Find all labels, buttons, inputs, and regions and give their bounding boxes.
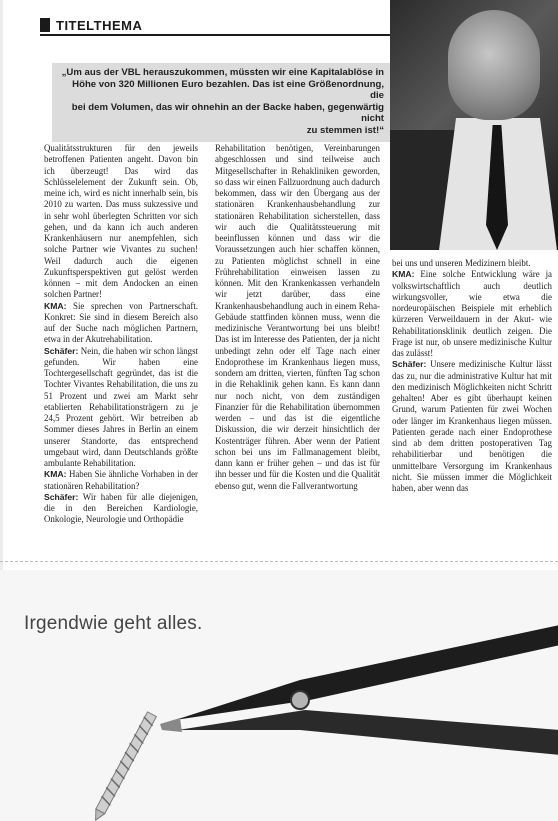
paragraph-text: Eine solche Entwicklung wäre ja volkswirtschaftlich auch deutlich wirkungsvoller, wie etwa die nordeuropäischen Beispiele mit erheblich kürzeren Verweildauern in der Akut- wie Rehabilitationsklinik deutlich zeigen. Die Frage ist nur, ob unsere medizinische Kultur das zulässt! xyxy=(392,269,552,358)
pull-quote-line: zu stemmen ist!“ xyxy=(306,124,384,136)
paragraph xyxy=(44,346,198,470)
pull-quote-line: „Um aus der VBL herauszukommen, müssten wir eine Kapitalablöse in xyxy=(61,67,384,78)
speaker: KMA: xyxy=(44,469,67,480)
pull-quote-line: Höhe von 320 Millionen Euro bezahlen. Das ist eine Größenordnung, die xyxy=(72,78,384,101)
speaker: Schäfer: xyxy=(44,345,79,356)
pull-quote xyxy=(52,63,390,142)
scissors-screw-illustration xyxy=(0,570,558,821)
paragraph xyxy=(215,143,380,492)
paragraph-text: Nein, die haben wir schon längst gefunden. Wir haben eine Tochtergesellschaft gegründet, das ist die Tochter Vivantes Rehabilitation, die uns zu 51 Prozent und zwei am Markt sehr etablierten Rehabilitationsträgern zu je 24,5 Prozent gehört. Wir betreiben ab Sommer dieses Jahres in Berlin an einem unserer Standorte, das entsprechend umgebaut wird, dann Deutschlands größte ambulante Rehabilitation. xyxy=(44,345,199,468)
speaker: Schäfer: xyxy=(392,359,427,370)
article-column-2 xyxy=(215,143,380,492)
ad-slogan: Irgendwie geht alles. xyxy=(24,613,203,634)
article-column-3 xyxy=(392,258,552,494)
paragraph-text: Qualitätsstrukturen für den jeweils betroffenen Patienten angeht. Davon bin ich überzeugt! Das wird das Schlüsselelement der Zukunft sein. Ob, meine ich, wird es nicht innerhalb sein, bis 2010 zu warten. Das muss sukzessive und in sehr wohl überlegten Schritten vor sich gehen, und da kann ich auch anderen Krankenhäusern nur anempfehlen, sich solche Partner wie Vivantes zu suchen! Weil dadurch auch die eigenen Zukunftsperspektiven gut gelöst werden können – mit dem Andocken an einen solchen Partner! xyxy=(44,143,198,300)
paragraph-text: Unsere medizinische Kultur lässt das zu, nur die administrative Kultur hat mit den medizinisch Möglichkeiten nicht Schritt gehalten! Aber es gibt überhaupt keinen Grund, warum Patienten für zwei Wochen oder länger im Krankenhaus liegen müssen. Patienten gerade nach einer Endoprothese sind ab dem dritten postoperativen Tag rehabilitierbar und benötigen die unmittelbare Versorgung im Krankenhaus nicht. Sie müssen immer die Möglichkeit haben, aber wenn das xyxy=(392,359,552,493)
portrait-photo xyxy=(390,0,558,250)
paragraph xyxy=(392,258,552,269)
article-column-1 xyxy=(44,143,198,526)
scissors-blade-upper xyxy=(175,625,558,720)
paragraph xyxy=(392,359,552,494)
page-divider xyxy=(0,561,558,562)
screw-icon xyxy=(90,711,157,821)
pull-quote-line: bei dem Volumen, das wir ohnehin an der Backe haben, gegenwärtig nicht xyxy=(71,101,384,124)
scissors-blade-lower xyxy=(178,710,558,755)
paragraph-text: bei uns und unseren Medizinern bleibt. xyxy=(392,258,531,268)
speaker: KMA: xyxy=(44,300,67,311)
head xyxy=(448,10,540,120)
paragraph xyxy=(44,143,198,301)
advertisement xyxy=(0,570,558,821)
section-label: TITELTHEMA xyxy=(56,18,143,33)
speaker: Schäfer: xyxy=(44,491,79,502)
scissors-pivot xyxy=(291,691,309,709)
paragraph-text: Rehabilitation benötigen, Vereinbarungen abgeschlossen und sind teilweise auch Mitgesellschafter in Rehakliniken geworden, so dass wir einen Fallzuordnung auch dadurch bekommen, dass wir den Übergang aus der stationären Krankenhausbehandlung zur stationären Rehabilitation sicherstellen, dass wir auch die Qualitätssteuerung mit beeinflussen können und dass wir die Voraussetzungen auch hier schaffen können, zu Patienten möglichst schnell in eine Frührehabilitation einweisen lassen zu können. Mit den Krankenkassen verhandeln wir jetzt darüber, dass eine Krankenhausbehandlung auch in einem Reha-Gebäude stattfinden können muss, wenn die medizinische Verantwortung bei uns bleibt! Das ist im Interesse des Patienten, der ja nicht unbedingt zehn oder elf Tage nach einer Endoprothese im Krankenhaus liegen muss, sondern am dritten, vierten, fünften Tag schon in die Rehaklinik gehen kann. Es kann dann nur noch nicht, von dem zuständigen Finanzier für die Rehabilitation übernommen werden – und das ist die eigentliche Diskussion, die wir derzeit hinsichtlich der Kostenträger führen. Aber wenn der Patient schon bei uns im Fallmanagement bleibt, dann kann er früher gehen – und das ist für ihn besser und für die Kosten und die Qualität ebenso gut, wenn die Fallverantwortung xyxy=(215,143,380,491)
scissors-tip xyxy=(160,718,182,732)
paragraph-text: Haben Sie ähnliche Vorhaben in der stationären Rehabilitation? xyxy=(44,469,198,491)
section-marker xyxy=(40,18,50,32)
paragraph-text: Wir haben für alle diejenigen, die in den Bereichen Kardiologie, Onkologie, Neurologie und Orthopädie xyxy=(44,491,198,525)
paragraph xyxy=(44,469,198,492)
paragraph xyxy=(392,269,552,359)
section-header xyxy=(40,18,390,36)
speaker: KMA: xyxy=(392,269,415,280)
paragraph xyxy=(44,301,198,346)
paragraph-text: Sie sprechen von Partnerschaft. Konkret: Sie sind in diesem Bereich also auf der Suche nach möglichen Partnern, etwa in der Akutrehabilitation. xyxy=(44,300,199,345)
paragraph xyxy=(44,492,198,526)
